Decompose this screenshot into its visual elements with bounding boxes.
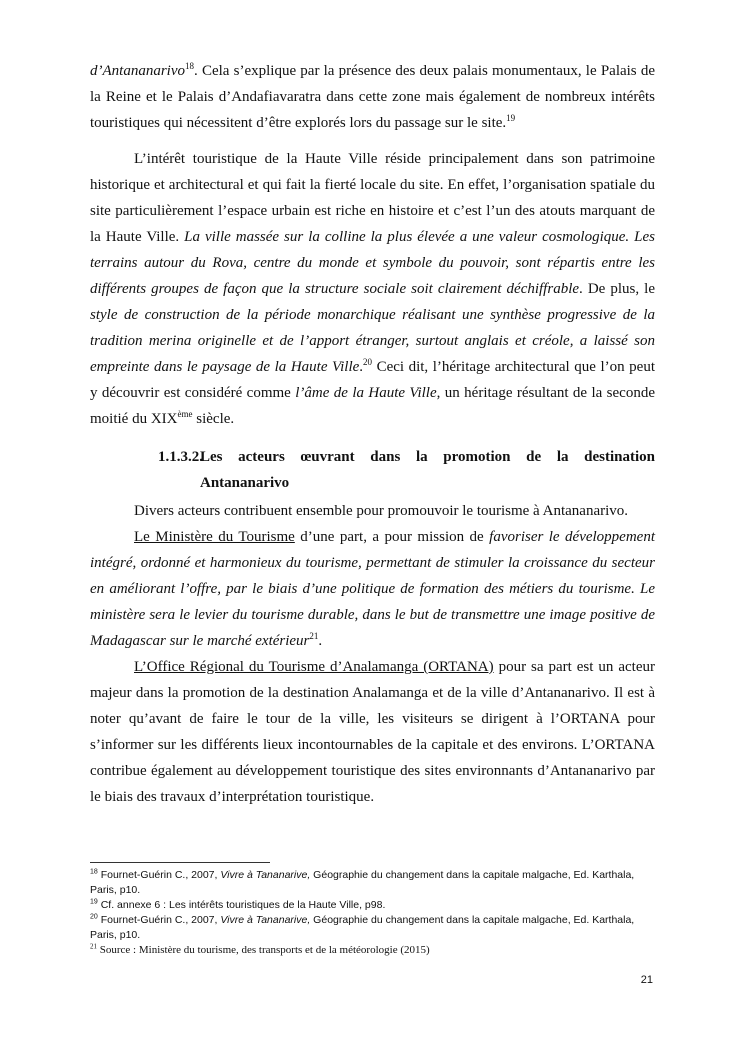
- footnote-20: [90, 913, 655, 943]
- footnote-ref-19[interactable]: 19: [506, 113, 516, 123]
- text-italic: Vivre à Tananarive,: [220, 869, 311, 881]
- footnote-ref-20[interactable]: 20: [363, 357, 373, 367]
- text: .: [318, 633, 323, 649]
- page-body: [90, 58, 655, 810]
- footnote-number: 20: [90, 913, 98, 921]
- footnote-number: 19: [90, 898, 98, 906]
- text: Source : Ministère du tourisme, des transports et de la météorologie (2015): [97, 944, 430, 956]
- text: siècle.: [192, 411, 235, 427]
- text: Cf. annexe 6 : Les intérêts touristiques de la Haute Ville, p98.: [97, 899, 386, 911]
- text: Ceci dit, l’héritage architectural que l’on peut y découvrir est considéré comme: [90, 359, 655, 401]
- section-title-line-1: Les acteurs œuvrant dans la promotion de la destination: [200, 449, 655, 465]
- text-italic: La ville massée sur la colline la plus élevée a une valeur cosmologique. Les terrains autour du Rova, centre du monde et symbole du pouvoir, sont répartis entre les différents groupes de façon que la structure sociale soit clairement déchiffrable: [90, 229, 655, 297]
- superscript: ème: [177, 409, 193, 419]
- footnote-number: 21: [90, 942, 97, 951]
- underlined-term: Le Ministère du Tourisme: [134, 529, 295, 545]
- text-italic: d’Antananarivo: [90, 63, 185, 79]
- footnote-21: [90, 943, 655, 958]
- section-heading: [90, 444, 655, 496]
- paragraph-5: [90, 654, 655, 810]
- text: Fournet-Guérin C., 2007,: [97, 914, 221, 926]
- underlined-term: L’Office Régional du Tourisme d’Analamanga (ORTANA): [134, 659, 494, 675]
- text: . De plus, le: [579, 281, 655, 297]
- page-number: 21: [640, 974, 653, 986]
- text: Géographie du changement dans la capitale malgache, Ed. Karthala, Paris, p10.: [90, 914, 635, 941]
- section-title-line-2: Antananarivo: [200, 475, 290, 491]
- text: L’intérêt touristique de la Haute Ville réside principalement dans son patrimoine historique et architectural et qui fait la fierté locale du site. En effet, l’organisation spatiale du site particulièrement l’espace urbain est riche en histoire et c’est l’un des atouts marquant de la Haute Ville.: [90, 151, 655, 245]
- paragraph-1: [90, 58, 655, 136]
- text-italic: favoriser le développement intégré, ordonné et harmonieux du tourisme, permettant de stimuler la croissance du secteur en améliorant l’offre, par le biais d’une politique de formation des métiers du tourisme. Le ministère sera le levier du tourisme durable, dans le but de transmettre une image positive de Madagascar sur le marché extérieur: [90, 529, 655, 649]
- text: d’une part, a pour mission de: [294, 529, 490, 545]
- section-number: 1.1.3.2.: [158, 449, 203, 465]
- text: Fournet-Guérin C., 2007,: [97, 869, 221, 881]
- footnote-separator: [90, 862, 270, 863]
- text: , un héritage résultant de la seconde moitié du XIX: [90, 385, 655, 427]
- footnote-18: [90, 868, 655, 898]
- text: pour sa part est un acteur majeur dans la promotion de la destination Analamanga et de la ville d’Antananarivo. Il est à noter qu’avant de faire le tour de la ville, les visiteurs se dirigent à l’ORTANA pour s’informer sur les différents lieux incontournables de la capitale et des environs. L’ORTANA contribue également au développement touristique des sites environnants d’Antananarivo par le biais des travaux d’interprétation touristique.: [90, 659, 655, 805]
- text: .: [359, 359, 364, 375]
- footnote-ref-21[interactable]: 21: [309, 631, 319, 641]
- footnote-19: [90, 898, 655, 913]
- section-title: [200, 444, 655, 496]
- text-italic: l’âme de la Haute Ville: [295, 385, 437, 401]
- paragraph-3: Divers acteurs contribuent ensemble pour promouvoir le tourisme à Antananarivo.: [134, 503, 629, 519]
- footnotes: [90, 862, 655, 958]
- footnote-number: 18: [90, 868, 98, 876]
- paragraph-2: [90, 146, 655, 432]
- footnote-ref-18[interactable]: 18: [185, 61, 194, 71]
- text-italic: Vivre à Tananarive,: [220, 914, 311, 926]
- text: . Cela s’explique par la présence des deux palais monumentaux, le Palais de la Reine et le Palais d’Andafiavaratra dans cette zone mais également de nombreux intérêts touristiques qui nécessitent d’être explorés lors du passage sur le site.: [90, 63, 655, 131]
- paragraph-4: [90, 524, 655, 654]
- text-italic: style de construction de la période monarchique réalisant une synthèse progressive de la tradition merina originelle et de l’apport étranger, surtout anglais et créole, a laissé son empreinte dans le paysage de la Haute Ville: [90, 307, 655, 375]
- text: Géographie du changement dans la capitale malgache, Ed. Karthala, Paris, p10.: [90, 869, 635, 896]
